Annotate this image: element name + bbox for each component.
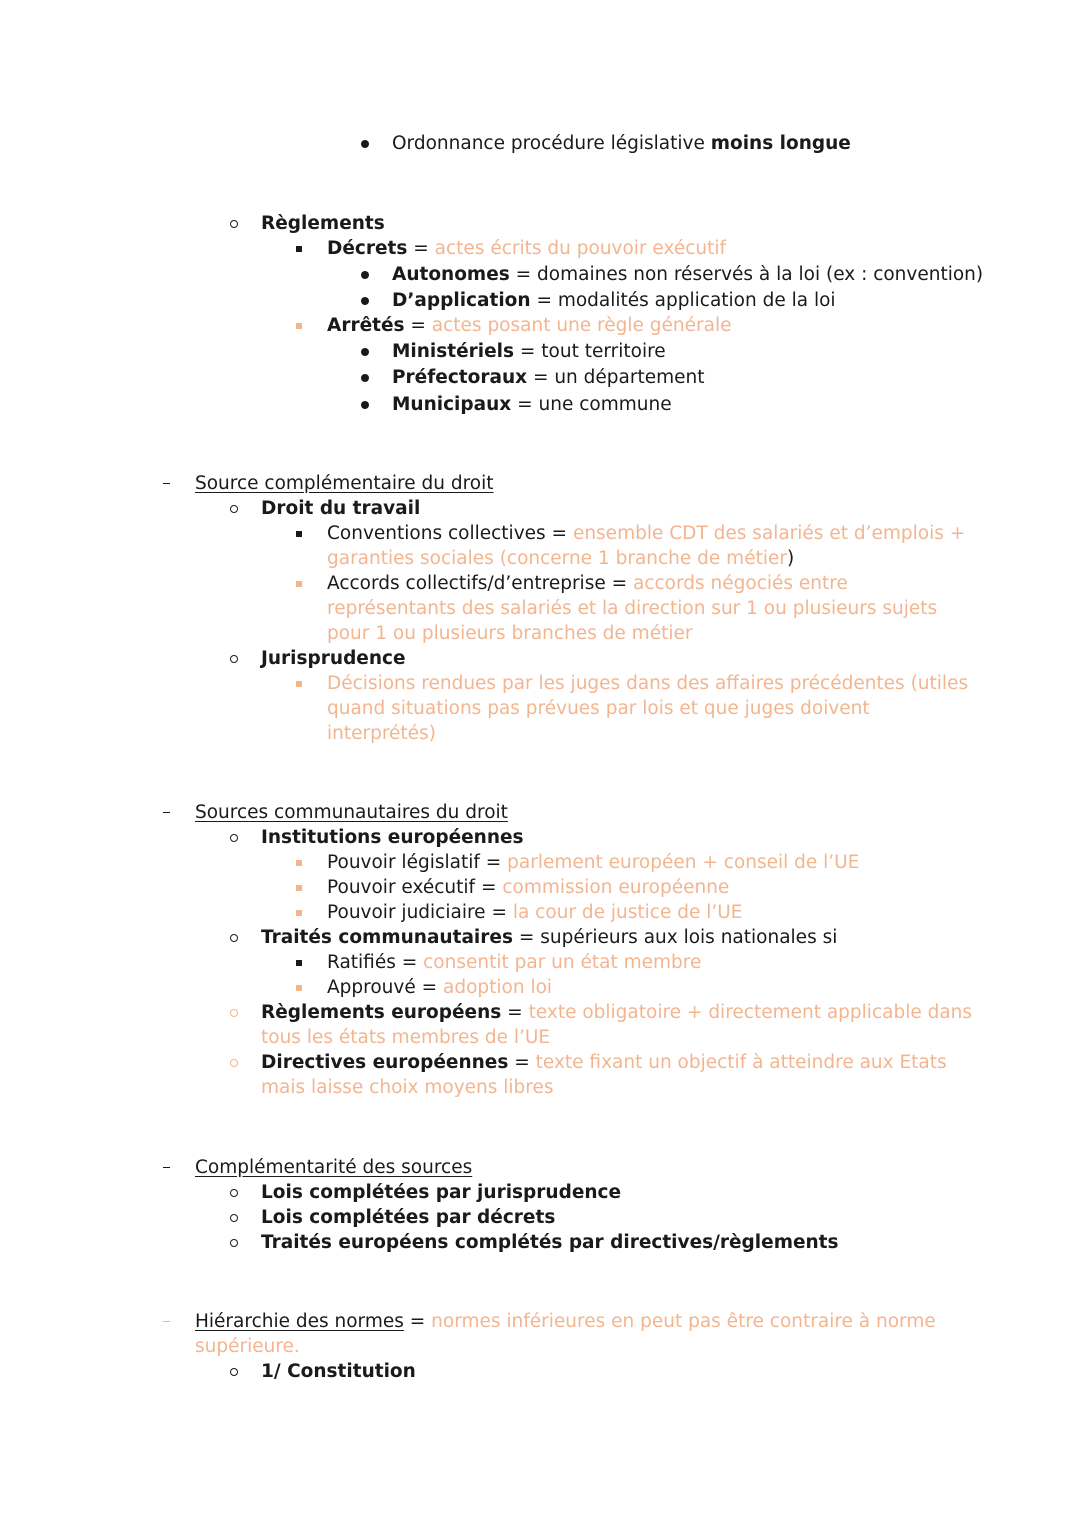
bullet-square-icon bbox=[294, 850, 304, 875]
bullet-circle-icon bbox=[228, 1000, 240, 1025]
bullet-circle-icon bbox=[228, 646, 240, 671]
definition: adoption loi bbox=[442, 977, 553, 998]
bullet-circle-icon bbox=[228, 1180, 240, 1205]
list-item bbox=[0, 1000, 1080, 1025]
definition: la cour de justice de l’UE bbox=[512, 902, 743, 923]
bullet-square-icon bbox=[294, 900, 304, 925]
bullet-circle-icon bbox=[228, 211, 240, 236]
item-text: 1/ Constitution bbox=[261, 1361, 416, 1382]
equals-sign: = bbox=[485, 902, 513, 923]
term: Pouvoir judiciaire bbox=[327, 902, 486, 923]
bullet-square-icon bbox=[294, 521, 304, 546]
equals-sign: = bbox=[407, 238, 435, 259]
definition: texte fixant un objectif à atteindre aux Etats bbox=[535, 1052, 947, 1073]
definition: actes écrits du pouvoir exécutif bbox=[434, 238, 727, 259]
term: Pouvoir législatif bbox=[327, 852, 480, 873]
bullet-square-icon bbox=[294, 236, 304, 261]
term: Autonomes bbox=[392, 264, 510, 285]
bullet-square-icon bbox=[294, 875, 304, 900]
bullet-square-icon bbox=[294, 571, 304, 596]
bullet-dot-icon bbox=[360, 365, 370, 390]
bullet-dot-icon bbox=[360, 392, 370, 417]
list-item bbox=[0, 392, 1080, 417]
term: Directives européennes bbox=[261, 1052, 509, 1073]
text-continuation bbox=[0, 1334, 1080, 1359]
equals-sign: = bbox=[605, 573, 633, 594]
section-heading bbox=[0, 471, 1080, 496]
equals-sign: = bbox=[404, 315, 432, 336]
definition: = modalités application de la loi bbox=[530, 290, 836, 311]
text-continuation bbox=[0, 621, 1080, 646]
bullet-dash-icon bbox=[160, 471, 172, 496]
list-item bbox=[0, 339, 1080, 364]
definition: consentit par un état membre bbox=[423, 952, 702, 973]
list-item bbox=[0, 211, 1080, 236]
list-item bbox=[0, 850, 1080, 875]
term: Ministériels bbox=[392, 341, 515, 362]
section-heading bbox=[0, 1309, 1080, 1334]
term: Traités communautaires bbox=[261, 927, 513, 948]
definition: interprétés) bbox=[327, 723, 436, 744]
closing-paren: ) bbox=[786, 548, 795, 569]
definition: mais laisse choix moyens libres bbox=[261, 1077, 554, 1098]
definition: supérieure. bbox=[195, 1336, 300, 1357]
section-subtitle: Jurisprudence bbox=[261, 648, 406, 669]
equals-sign: = bbox=[395, 952, 424, 973]
text-continuation bbox=[0, 596, 1080, 621]
definition: quand situations pas prévues par lois et que juges doivent bbox=[327, 698, 870, 719]
text-continuation bbox=[0, 546, 1080, 571]
definition: = tout territoire bbox=[514, 341, 666, 362]
list-item bbox=[0, 1230, 1080, 1255]
list-item bbox=[0, 1050, 1080, 1075]
list-item bbox=[0, 262, 1080, 287]
section-title: Hiérarchie des normes bbox=[195, 1311, 404, 1332]
section-title: Complémentarité des sources bbox=[195, 1157, 473, 1178]
definition: = une commune bbox=[511, 394, 672, 415]
section-heading bbox=[0, 800, 1080, 825]
bullet-circle-icon bbox=[228, 925, 240, 950]
definition: texte obligatoire + directement applicable dans bbox=[528, 1002, 973, 1023]
section-subtitle: Règlements bbox=[261, 213, 385, 234]
bullet-square-icon bbox=[294, 671, 304, 696]
list-item bbox=[0, 950, 1080, 975]
definition: tous les états membres de l’UE bbox=[261, 1027, 551, 1048]
list-item bbox=[0, 131, 1080, 156]
equals-sign: = bbox=[501, 1002, 529, 1023]
term: Ratifiés bbox=[327, 952, 396, 973]
definition: normes inférieures en peut pas être contraire à norme bbox=[431, 1311, 936, 1332]
bullet-dot-icon bbox=[360, 288, 370, 313]
section-subtitle: Institutions européennes bbox=[261, 827, 524, 848]
list-item bbox=[0, 671, 1080, 696]
definition: commission européenne bbox=[502, 877, 730, 898]
bullet-circle-icon bbox=[228, 1359, 240, 1384]
term: Pouvoir exécutif bbox=[327, 877, 476, 898]
equals-sign: = bbox=[403, 1311, 432, 1332]
list-item bbox=[0, 900, 1080, 925]
list-item bbox=[0, 1180, 1080, 1205]
bullet-circle-icon bbox=[228, 1230, 240, 1255]
list-item bbox=[0, 496, 1080, 521]
list-item bbox=[0, 1359, 1080, 1384]
bullet-dot-icon bbox=[360, 131, 370, 156]
section-title: Sources communautaires du droit bbox=[195, 802, 508, 823]
item-text: Ordonnance procédure législative bbox=[392, 133, 711, 154]
list-item bbox=[0, 825, 1080, 850]
list-item bbox=[0, 875, 1080, 900]
definition: parlement européen + conseil de l’UE bbox=[507, 852, 860, 873]
term: Arrêtés bbox=[327, 315, 405, 336]
text-continuation bbox=[0, 721, 1080, 746]
text-continuation bbox=[0, 1025, 1080, 1050]
bullet-dash-icon bbox=[160, 1309, 172, 1334]
equals-sign: = bbox=[545, 523, 573, 544]
bullet-dot-icon bbox=[360, 339, 370, 364]
bullet-dot-icon bbox=[360, 262, 370, 287]
term: Approuvé bbox=[327, 977, 416, 998]
bullet-circle-icon bbox=[228, 1050, 240, 1075]
bullet-circle-icon bbox=[228, 1205, 240, 1230]
bullet-square-icon bbox=[294, 950, 304, 975]
item-text: Traités européens complétés par directives/règlements bbox=[261, 1232, 839, 1253]
term: Préfectoraux bbox=[392, 367, 528, 388]
definition: = supérieurs aux lois nationales si bbox=[512, 927, 838, 948]
text-continuation bbox=[0, 696, 1080, 721]
item-text: Lois complétées par jurisprudence bbox=[261, 1182, 622, 1203]
definition: représentants des salariés et la direction sur 1 ou plusieurs sujets bbox=[327, 598, 938, 619]
definition: Décisions rendues par les juges dans des affaires précédentes (utiles bbox=[327, 673, 969, 694]
bullet-dash-icon bbox=[160, 1155, 172, 1180]
list-item bbox=[0, 925, 1080, 950]
section-heading bbox=[0, 1155, 1080, 1180]
term: Municipaux bbox=[392, 394, 512, 415]
list-item bbox=[0, 646, 1080, 671]
list-item bbox=[0, 236, 1080, 261]
section-subtitle: Droit du travail bbox=[261, 498, 421, 519]
bullet-square-icon bbox=[294, 313, 304, 338]
item-emphasis: moins longue bbox=[710, 133, 851, 154]
term: Règlements européens bbox=[261, 1002, 502, 1023]
definition: accords négociés entre bbox=[632, 573, 848, 594]
equals-sign: = bbox=[479, 852, 508, 873]
section-title: Source complémentaire du droit bbox=[195, 473, 494, 494]
equals-sign: = bbox=[475, 877, 503, 898]
equals-sign: = bbox=[415, 977, 443, 998]
equals-sign: = bbox=[508, 1052, 536, 1073]
item-text: Lois complétées par décrets bbox=[261, 1207, 556, 1228]
list-item bbox=[0, 571, 1080, 596]
bullet-square-icon bbox=[294, 975, 304, 1000]
definition: actes posant une règle générale bbox=[431, 315, 732, 336]
definition: ensemble CDT des salariés et d’emplois + bbox=[572, 523, 966, 544]
list-item bbox=[0, 975, 1080, 1000]
bullet-dash-icon bbox=[160, 800, 172, 825]
list-item bbox=[0, 365, 1080, 390]
list-item bbox=[0, 1205, 1080, 1230]
bullet-circle-icon bbox=[228, 496, 240, 521]
definition: = un département bbox=[527, 367, 705, 388]
term: D’application bbox=[392, 290, 531, 311]
definition: pour 1 ou plusieurs branches de métier bbox=[327, 623, 693, 644]
list-item bbox=[0, 521, 1080, 546]
term: Accords collectifs/d’entreprise bbox=[327, 573, 606, 594]
definition: garanties sociales (concerne 1 branche de métier bbox=[327, 548, 787, 569]
list-item bbox=[0, 288, 1080, 313]
term: Conventions collectives bbox=[327, 523, 546, 544]
bullet-circle-icon bbox=[228, 825, 240, 850]
definition: = domaines non réservés à la loi (ex : convention) bbox=[509, 264, 984, 285]
list-item bbox=[0, 313, 1080, 338]
term: Décrets bbox=[327, 238, 408, 259]
text-continuation bbox=[0, 1075, 1080, 1100]
